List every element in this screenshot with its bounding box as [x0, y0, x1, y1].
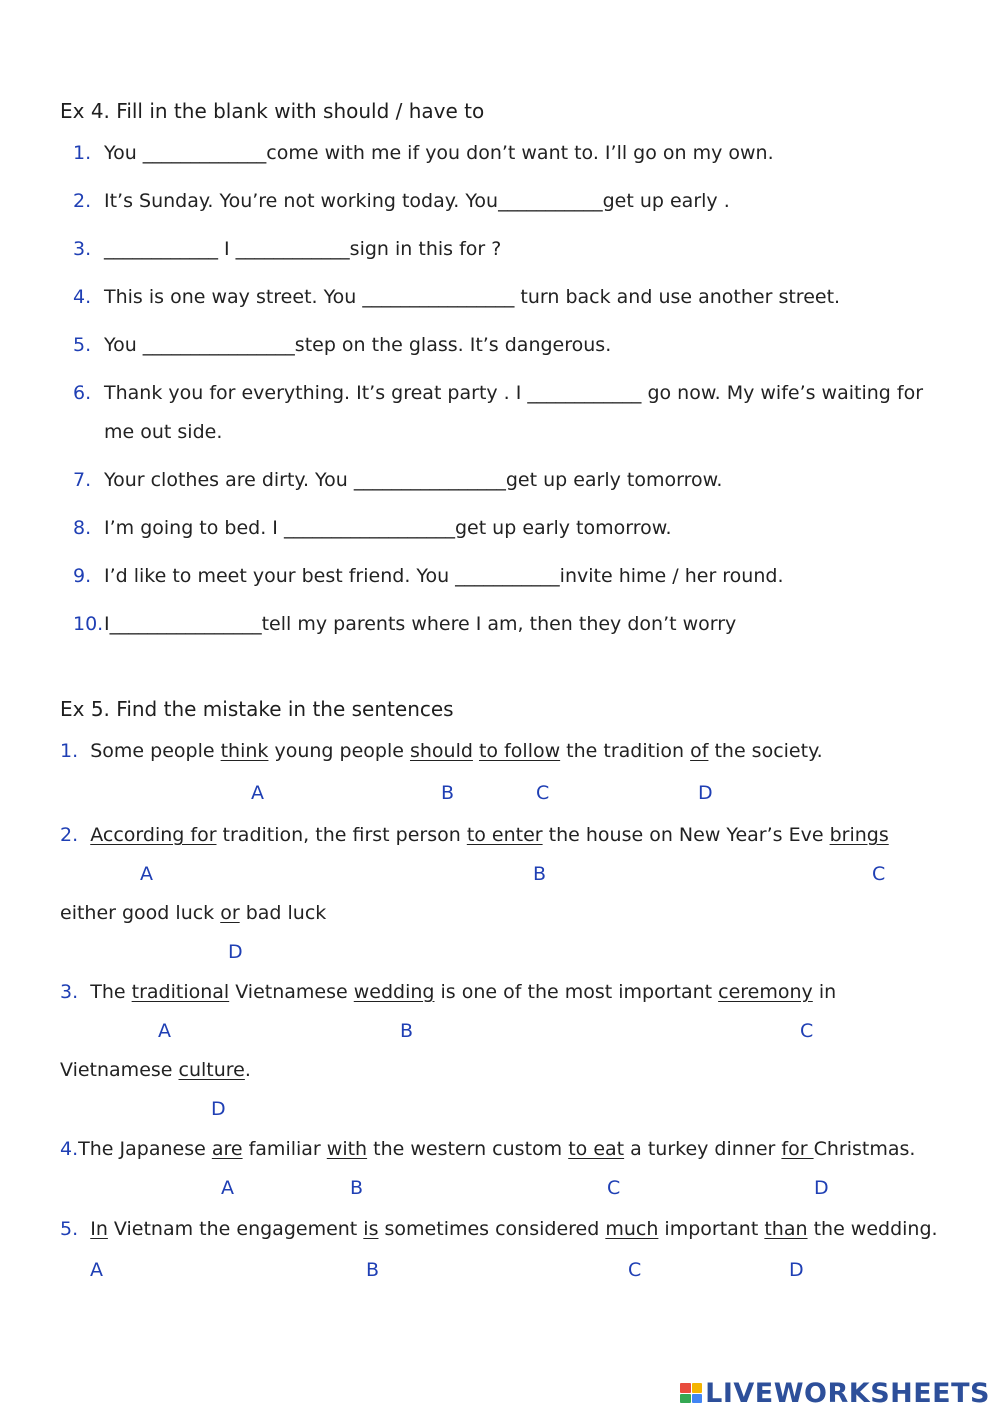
ex4-item: [73, 286, 91, 308]
ex4-item-text: Your clothes are dirty. You ________________get up early tomorrow.: [104, 469, 723, 491]
underlined-option-c: ceremony: [718, 981, 813, 1003]
question-number: 5.: [60, 1218, 79, 1240]
sentence-part: The: [90, 981, 132, 1003]
underlined-option-d: culture: [178, 1059, 245, 1081]
sentence-part: the society.: [708, 740, 823, 762]
ex4-item-text: It’s Sunday. You’re not working today. You___________get up early .: [104, 190, 730, 212]
ex4-item: [73, 382, 91, 404]
option-letter-b: B: [441, 782, 455, 804]
option-letter-a: A: [140, 863, 153, 885]
option-letter-c: C: [628, 1259, 642, 1281]
question-number: 2.: [60, 824, 79, 846]
underlined-option-d: than: [764, 1218, 808, 1240]
underlined-option-a: According for: [90, 824, 217, 846]
sentence-part: the wedding.: [807, 1218, 938, 1240]
ex4-item: [73, 142, 91, 164]
ex4-item-text: You _____________come with me if you don’t want to. I’ll go on my own.: [104, 142, 774, 164]
sentence-part: important: [658, 1218, 765, 1240]
item-number: 3.: [73, 238, 92, 260]
liveworksheets-logo-icon: [680, 1383, 702, 1403]
option-letter-b: B: [533, 863, 547, 885]
question-number: 4.: [60, 1138, 79, 1160]
ex4-item-text: I________________tell my parents where I am, then they don’t worry: [104, 613, 737, 635]
underlined-option-a: traditional: [131, 981, 230, 1003]
option-letter-c: C: [800, 1020, 814, 1042]
sentence-part: is one of the most important: [434, 981, 719, 1003]
option-letter-a: A: [221, 1177, 234, 1199]
option-letter-d: D: [228, 941, 243, 963]
option-letter-c: C: [536, 782, 550, 804]
underlined-option-b: should: [409, 740, 473, 762]
option-letter-b: B: [366, 1259, 380, 1281]
sentence-part: in: [812, 981, 837, 1003]
underlined-option-d: of: [690, 740, 709, 762]
ex5-question-3: [60, 981, 836, 1003]
ex5-question-1: [60, 740, 823, 762]
underlined-option-b: is: [363, 1218, 379, 1240]
sentence-part: either good luck: [60, 902, 221, 924]
ex5-question-2-continued: [60, 902, 326, 924]
sentence-part: bad luck: [239, 902, 327, 924]
option-letter-c: C: [607, 1177, 621, 1199]
sentence-part: .: [244, 1059, 251, 1081]
underlined-option-c: brings: [829, 824, 889, 846]
sentence-part: a turkey dinner: [624, 1138, 782, 1160]
item-number: 6.: [73, 382, 92, 404]
underlined-option-a: are: [211, 1138, 243, 1160]
ex5-title: Ex 5. Find the mistake in the sentences: [60, 697, 454, 721]
ex4-item: [73, 190, 91, 212]
item-number: 7.: [73, 469, 92, 491]
question-number: 3.: [60, 981, 79, 1003]
ex4-title: Ex 4. Fill in the blank with should / have to: [60, 99, 485, 123]
item-number: 8.: [73, 517, 92, 539]
underlined-option-d: for: [781, 1138, 814, 1160]
option-letter-c: C: [872, 863, 886, 885]
sentence-part: Vietnamese: [60, 1059, 179, 1081]
ex4-item-text: I’m going to bed. I __________________get up early tomorrow.: [104, 517, 672, 539]
ex4-item: [73, 238, 91, 260]
underlined-option-b: with: [326, 1138, 368, 1160]
ex5-question-3-continued: [60, 1059, 251, 1081]
ex5-question-5: [60, 1218, 938, 1240]
option-letter-d: D: [698, 782, 713, 804]
ex5-question-4: [60, 1138, 915, 1160]
sentence-part: familiar: [242, 1138, 327, 1160]
sentence-part: the house on New Year’s Eve: [542, 824, 830, 846]
ex4-item-text: ____________ I ____________sign in this for ?: [104, 238, 502, 260]
sentence-part: Vietnamese: [229, 981, 354, 1003]
underlined-option-b: wedding: [353, 981, 435, 1003]
ex4-item: [73, 613, 103, 635]
ex4-item: [73, 517, 91, 539]
ex5-question-2: [60, 824, 889, 846]
underlined-option-a: In: [90, 1218, 108, 1240]
option-letter-b: B: [400, 1020, 414, 1042]
option-letter-d: D: [814, 1177, 829, 1199]
item-number: 2.: [73, 190, 92, 212]
sentence-part: the western custom: [367, 1138, 569, 1160]
item-number: 9.: [73, 565, 92, 587]
liveworksheets-logo: [680, 1378, 990, 1408]
sentence-part: Christmas.: [813, 1138, 916, 1160]
option-letter-d: D: [789, 1259, 804, 1281]
item-number: 5.: [73, 334, 92, 356]
sentence-part: tradition, the first person: [216, 824, 467, 846]
underlined-option-c: much: [605, 1218, 659, 1240]
question-number: 1.: [60, 740, 79, 762]
ex4-item: [73, 469, 91, 491]
underlined-option-a: think: [220, 740, 269, 762]
item-number: 4.: [73, 286, 92, 308]
ex4-item: [73, 334, 91, 356]
item-number: 10.: [73, 613, 104, 635]
ex4-item-text: I’d like to meet your best friend. You ___________invite hime / her round.: [104, 565, 784, 587]
option-letter-d: D: [211, 1098, 226, 1120]
ex4-item-text: You ________________step on the glass. It’s dangerous.: [104, 334, 612, 356]
option-letter-a: A: [251, 782, 264, 804]
sentence-part: sometimes considered: [378, 1218, 606, 1240]
sentence-part: the tradition: [560, 740, 691, 762]
underlined-option-b: to enter: [466, 824, 543, 846]
item-number: 1.: [73, 142, 92, 164]
brand-name: LIVEWORKSHEETS: [705, 1377, 990, 1409]
underlined-option-d: or: [220, 902, 240, 924]
sentence-part: The Japanese: [78, 1138, 212, 1160]
sentence-part: young people: [268, 740, 410, 762]
ex4-item-text: Thank you for everything. It’s great party . I ____________ go now. My wife’s waiting for: [104, 382, 924, 404]
sentence-part: Some people: [90, 740, 221, 762]
option-letter-b: B: [350, 1177, 364, 1199]
underlined-option-c: to eat: [568, 1138, 625, 1160]
ex4-item: [73, 565, 91, 587]
underlined-option-c: to follow: [478, 740, 561, 762]
ex4-item-text-continued: me out side.: [104, 421, 223, 443]
sentence-part: Vietnam the engagement: [107, 1218, 364, 1240]
ex4-item-text: This is one way street. You ________________ turn back and use another street.: [104, 286, 841, 308]
option-letter-a: A: [158, 1020, 171, 1042]
option-letter-a: A: [90, 1259, 103, 1281]
